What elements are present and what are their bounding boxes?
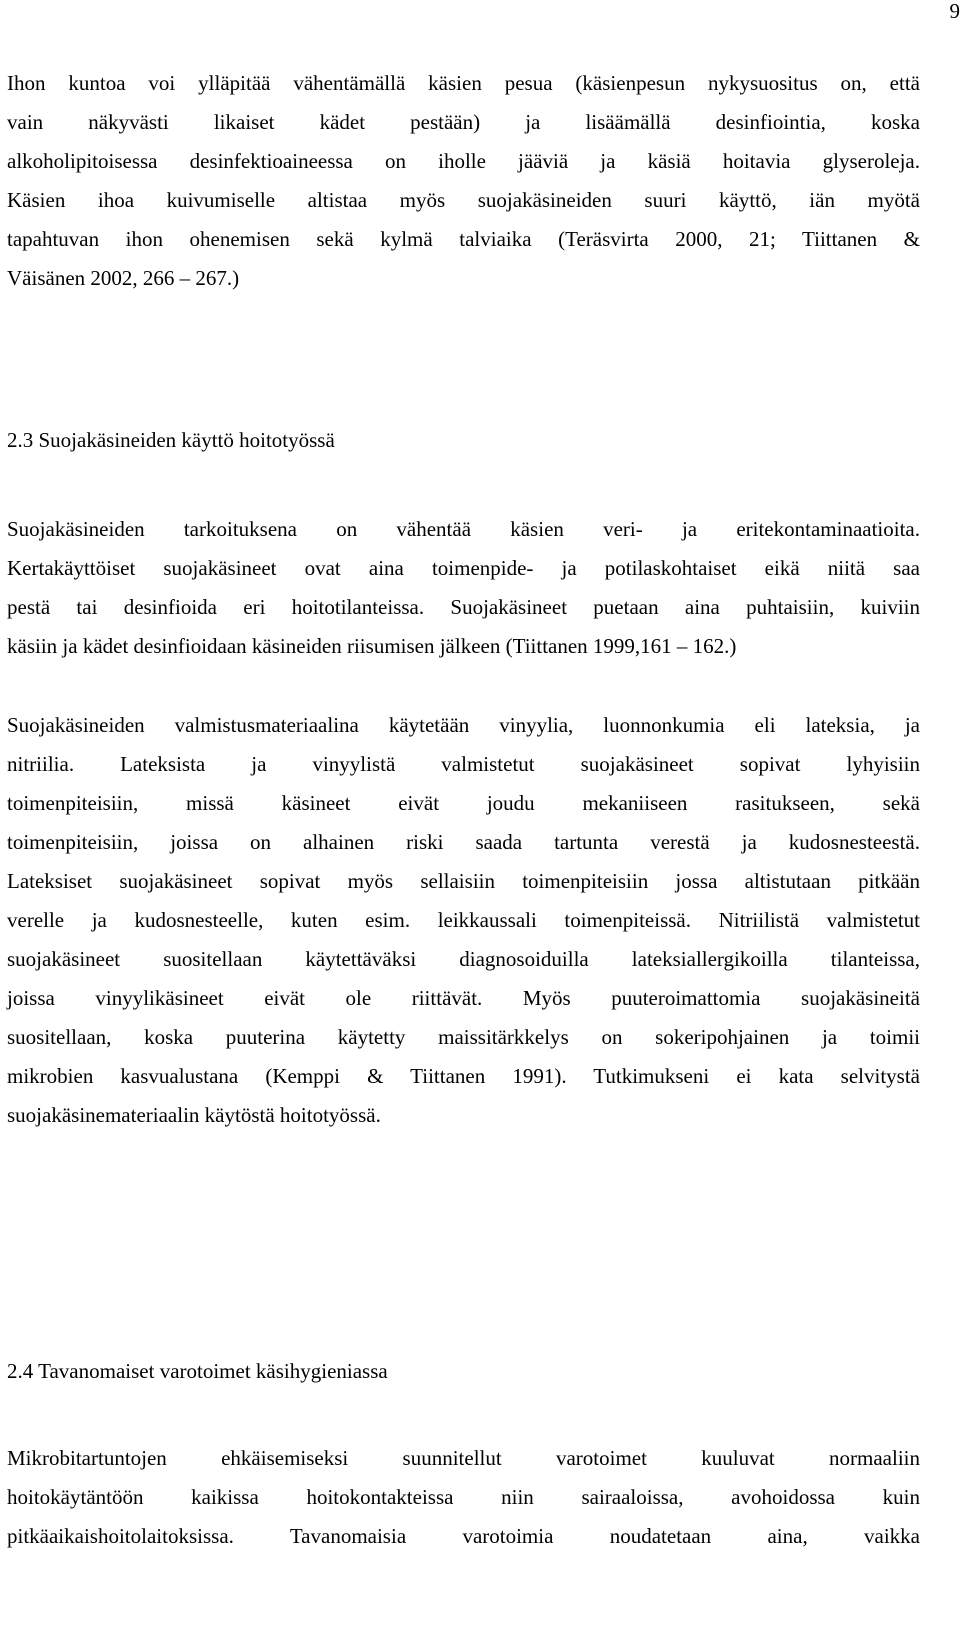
paragraph-line: toimenpiteisiin, joissa on alhainen riski saada tartunta verestä ja kudosnesteestä.: [7, 830, 920, 854]
section-heading-2-3: 2.3 Suojakäsineiden käyttö hoitotyössä: [7, 428, 335, 452]
paragraph-line: Suojakäsineiden tarkoituksena on vähentää käsien veri- ja eritekontaminaatioita.: [7, 517, 920, 541]
page-number: 9: [949, 0, 960, 23]
paragraph-line: joissa vinyylikäsineet eivät ole riittävät. Myös puuteroimattomia suojakäsineitä: [7, 986, 920, 1010]
paragraph-line: tapahtuvan ihon ohenemisen sekä kylmä talviaika (Teräsvirta 2000, 21; Tiittanen &: [7, 227, 920, 251]
paragraph-line: toimenpiteisiin, missä käsineet eivät joudu mekaniiseen rasitukseen, sekä: [7, 791, 920, 815]
paragraph-line: nitriilia. Lateksista ja vinyylistä valmistetut suojakäsineet sopivat lyhyisiin: [7, 752, 920, 776]
paragraph-glove-materials: [7, 706, 920, 1135]
paragraph-line: suojakäsinemateriaalin käytöstä hoitotyössä.: [7, 1103, 381, 1127]
paragraph-glove-purpose: [7, 510, 920, 666]
paragraph-line: vain näkyvästi likaiset kädet pestään) ja lisäämällä desinfiointia, koska: [7, 110, 920, 134]
paragraph-line: suositellaan, koska puuterina käytetty maissitärkkelys on sokeripohjainen ja toimii: [7, 1025, 920, 1049]
paragraph-line: suojakäsineet suositellaan käytettäväksi diagnosoiduilla lateksiallergikoilla tilanteissa,: [7, 947, 920, 971]
paragraph-line: alkoholipitoisessa desinfektioaineessa on iholle jääviä ja käsiä hoitavia glyseroleja.: [7, 149, 920, 173]
paragraph-line: Mikrobitartuntojen ehkäisemiseksi suunnitellut varotoimet kuuluvat normaaliin: [7, 1446, 920, 1470]
paragraph-standard-precautions: [7, 1439, 920, 1556]
paragraph-line: Väisänen 2002, 266 – 267.): [7, 266, 240, 290]
paragraph-line: hoitokäytäntöön kaikissa hoitokontakteissa niin sairaaloissa, avohoidossa kuin: [7, 1485, 920, 1509]
paragraph-line: Käsien ihoa kuivumiselle altistaa myös suojakäsineiden suuri käyttö, iän myötä: [7, 188, 920, 212]
paragraph-line: käsiin ja kädet desinfioidaan käsineiden riisumisen jälkeen (Tiittanen 1999,161 – 162.): [7, 634, 737, 658]
paragraph-line: Kertakäyttöiset suojakäsineet ovat aina toimenpide- ja potilaskohtaiset eikä niitä saa: [7, 556, 920, 580]
paragraph-line: mikrobien kasvualustana (Kemppi & Tiittanen 1991). Tutkimukseni ei kata selvitystä: [7, 1064, 920, 1088]
paragraph-line: pitkäaikaishoitolaitoksissa. Tavanomaisia varotoimia noudatetaan aina, vaikka: [7, 1524, 920, 1548]
section-heading-2-4: 2.4 Tavanomaiset varotoimet käsihygieniassa: [7, 1359, 388, 1383]
paragraph-line: verelle ja kudosnesteelle, kuten esim. leikkaussali toimenpiteissä. Nitriilistä valmistetut: [7, 908, 920, 932]
paragraph-line: pestä tai desinfioida eri hoitotilanteissa. Suojakäsineet puetaan aina puhtaisiin, kuiviin: [7, 595, 920, 619]
paragraph-line: Ihon kuntoa voi ylläpitää vähentämällä käsien pesua (käsienpesun nykysuositus on, että: [7, 71, 920, 95]
paragraph-line: Lateksiset suojakäsineet sopivat myös sellaisiin toimenpiteisiin jossa altistutaan pitkään: [7, 869, 920, 893]
paragraph-line: Suojakäsineiden valmistusmateriaalina käytetään vinyylia, luonnonkumia eli lateksia, ja: [7, 713, 920, 737]
paragraph-hand-skin-care: [7, 64, 920, 298]
